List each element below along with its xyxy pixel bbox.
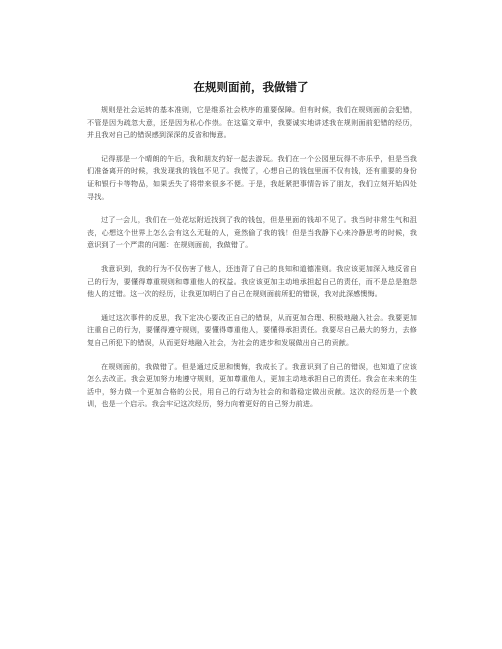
document-body <box>87 104 417 422</box>
paragraph-5: 通过这次事件的反思，我下定决心要改正自己的错误，从而更加合理、积极地融入社会。我要更加注重自己的行为，要懂得遵守规则，要懂得尊重他人，要懂得承担责任。我要尽自己最大的努力，去修复自己所犯下的错误，从而更好地融入社会，为社会的进步和发展做出自己的贡献。 <box>87 312 417 347</box>
paragraph-6: 在规则面前，我做错了。但是通过反思和懊悔，我成长了。我意识到了自己的错误，也知道了应该怎么去改正。我会更加努力地遵守规则，更加尊重他人，更加主动地承担自己的责任。我会在未来的生活中，努力做一个更加合格的公民，用自己的行动为社会的和谐稳定做出贡献。这次的经历是一个教训，也是一个启示。我会牢记这次经历，努力向着更好的自己努力前进。 <box>87 361 417 409</box>
paragraph-3: 过了一会儿，我们在一处花坛附近找到了我的钱包，但是里面的钱却不见了。我当时非常生气和沮丧，心想这个世界上怎么会有这么无耻的人，竟然偷了我的钱！但是当我静下心来冷静思考的时候，我意识到了一个严肃的问题：在规则面前，我做错了。 <box>87 215 417 250</box>
paragraph-4: 我意识到，我的行为不仅伤害了他人，还违背了自己的良知和道德准则。我应该更加深入地反省自己的行为，要懂得尊重规则和尊重他人的权益。我应该更加主动地承担起自己的责任，而不是总是抱怨他人的过错。这一次的经历，让我更加明白了自己在规则面前所犯的错误，我对此深感懊悔。 <box>87 263 417 299</box>
document-title: 在规则面前，我做错了 <box>193 80 309 94</box>
paragraph-1: 规则是社会运转的基本准则，它是维系社会秩序的重要保障。但有时候，我们在规则面前会犯错，不管是因为疏忽大意，还是因为私心作祟。在这篇文章中，我要诚实地讲述我在规则面前犯错的经历，并且我对自己的错误感到深深的反省和悔意。 <box>87 105 417 140</box>
paragraph-2: 记得那是一个晴朗的午后，我和朋友约好一起去游玩。我们在一个公园里玩得不亦乐乎，但是当我们准备离开的时候，我发现我的钱包不见了。我慌了，心想自己的钱包里面不仅有钱，还有重要的身份证和银行卡等物品，如果丢失了将带来很多不便。于是，我赶紧把事情告诉了朋友，我们立刻开始四处寻找。 <box>87 153 417 201</box>
